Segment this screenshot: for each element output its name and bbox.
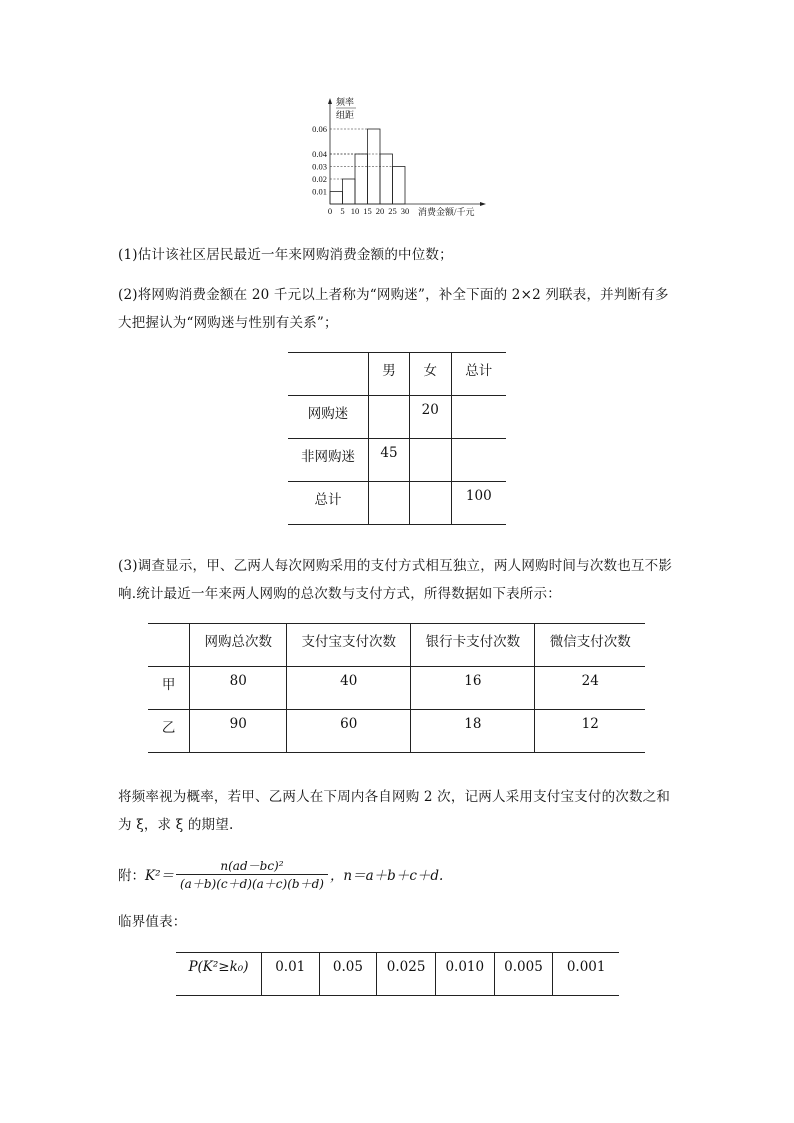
table-cell: 0.025	[377, 953, 436, 996]
formula-numerator: n(ad－bc)²	[220, 858, 284, 873]
formula-lhs: K²＝	[145, 868, 174, 884]
table-cell: 40	[287, 667, 411, 710]
histogram-bar	[355, 154, 368, 204]
table-cell: 0.05	[319, 953, 377, 996]
question-3-line-1: (3)调查显示，甲、乙两人每次网购采用的支付方式相互独立，两人网购时间与次数也互不影	[118, 558, 673, 574]
critical-value-table	[176, 952, 619, 996]
table-row	[176, 953, 619, 996]
histogram-bar	[380, 154, 393, 204]
table-header-male: 男	[369, 353, 410, 396]
question-1: (1)估计该社区居民最近一年来网购消费金额的中位数；	[118, 247, 453, 263]
y-tick-label: 0.03	[312, 161, 327, 172]
table-cell: 12	[535, 710, 645, 753]
table-header: 微信支付次数	[535, 624, 645, 667]
x-tick-label: 25	[388, 206, 397, 216]
question-2-line-2: 大把握认为“网购迷与性别有关系”；	[118, 315, 338, 331]
table-cell: 0.010	[435, 953, 494, 996]
table-cell: 90	[190, 710, 287, 753]
x-tick-label: 15	[363, 206, 372, 216]
table-cell: 0.01	[261, 953, 319, 996]
table-cell	[409, 439, 451, 482]
y-tick-label: 0.06	[312, 124, 327, 134]
table-cell: 80	[190, 667, 287, 710]
table-cell	[369, 396, 410, 439]
x-tick-label: 10	[350, 206, 360, 216]
formula-fraction	[176, 857, 328, 892]
question-3-line-2: 响.统计最近一年来两人网购的总次数与支付方式，所得数据如下表所示：	[118, 586, 561, 602]
critical-value-label: 临界值表：	[118, 914, 187, 930]
x-tick-label: 5	[340, 206, 345, 216]
table-header-total: 总计	[451, 353, 506, 396]
table-cell: 乙	[148, 710, 190, 753]
formula-suffix: ，n＝a＋b＋c＋d.	[329, 868, 444, 884]
table-row	[288, 353, 506, 396]
table-row	[148, 710, 645, 753]
table-cell	[148, 624, 190, 667]
y-axis-label-top: 频率	[336, 97, 355, 107]
table-cell: 18	[411, 710, 535, 753]
table-cell	[409, 482, 451, 525]
histogram-bar	[330, 192, 343, 205]
table-header: P(K²≥k₀)	[188, 959, 249, 975]
table-row	[148, 667, 645, 710]
table-cell: 0.005	[494, 953, 553, 996]
y-axis-arrow	[328, 98, 332, 104]
table-cell: 总计	[288, 482, 369, 525]
contingency-table	[288, 352, 506, 525]
x-axis-label: 消费金额/千元	[418, 207, 475, 217]
table-cell	[288, 353, 369, 396]
x-tick-label: 0	[327, 206, 333, 216]
question-3-line-4: 为 ξ，求 ξ 的期望.	[118, 817, 234, 833]
table-cell: 网购迷	[288, 396, 369, 439]
table-cell	[451, 396, 506, 439]
table-header-female: 女	[409, 353, 451, 396]
table-header: 银行卡支付次数	[411, 624, 535, 667]
table-cell	[369, 482, 410, 525]
table-row	[148, 624, 645, 667]
frequency-histogram	[300, 92, 500, 222]
table-cell: 16	[411, 667, 535, 710]
table-cell: 100	[451, 482, 506, 525]
y-axis-label-bottom: 组距	[336, 110, 355, 120]
table-cell: 24	[535, 667, 645, 710]
formula-denominator: (a＋b)(c＋d)(a＋c)(b＋d)	[180, 876, 324, 891]
table-row	[288, 439, 506, 482]
table-cell: 0.001	[553, 953, 619, 996]
x-tick-label: 30	[400, 206, 410, 216]
table-row	[288, 482, 506, 525]
question-3-line-3: 将频率视为概率，若甲、乙两人在下周内各自网购 2 次，记两人采用支付宝支付的次数之和	[118, 789, 671, 805]
y-tick-label: 0.04	[312, 149, 327, 159]
question-2-line-1: (2)将网购消费金额在 20 千元以上者称为“网购迷”，补全下面的 2×2 列联表，并判断有多	[118, 287, 669, 303]
histogram-bar	[343, 179, 356, 204]
formula	[118, 852, 443, 896]
y-tick-label: 0.02	[312, 174, 327, 184]
formula-prefix: 附：	[118, 868, 145, 884]
histogram-bar	[393, 167, 406, 205]
x-tick-label: 20	[375, 206, 385, 216]
table-cell: 60	[287, 710, 411, 753]
payment-table	[148, 623, 645, 753]
y-tick-label: 0.01	[312, 186, 327, 197]
table-cell	[451, 439, 506, 482]
table-cell: 45	[369, 439, 410, 482]
table-row	[288, 396, 506, 439]
table-cell: 20	[409, 396, 451, 439]
table-header: 网购总次数	[190, 624, 287, 667]
table-header: 支付宝支付次数	[287, 624, 411, 667]
x-axis-arrow	[480, 202, 486, 206]
table-cell: 非网购迷	[288, 439, 369, 482]
table-cell: 甲	[148, 667, 190, 710]
